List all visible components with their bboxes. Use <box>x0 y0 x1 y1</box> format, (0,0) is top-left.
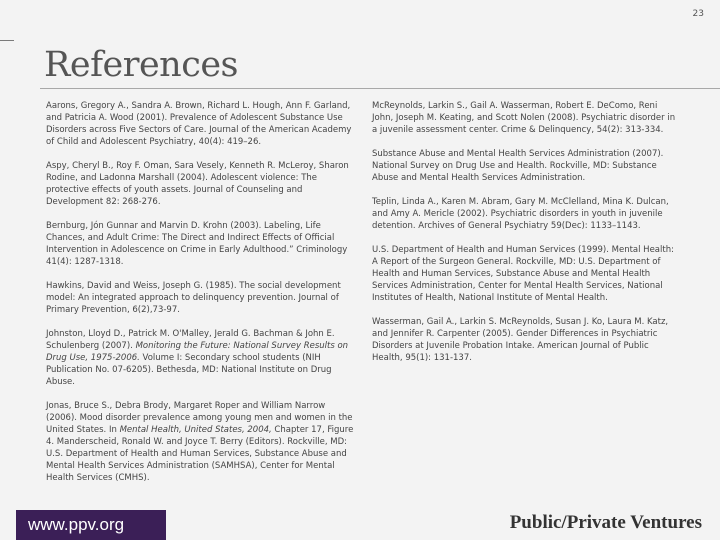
reference-entry: U.S. Department of Health and Human Services (1999). Mental Health: A Report of the Surgeon General. Rockville, MD: U.S. Department of Health and Human Services, Substance Abuse and Mental Health Services Administration, Center for Mental Health Services, National Institutes of Health, National Institute of Mental Health. <box>372 245 674 303</box>
references-left-column <box>46 100 354 496</box>
reference-text: Chapter 17, Figure 4. Manderscheid, Ronald W. and Joyce T. Berry (Editors). Rockville, MD: U.S. Department of Health and Human Services, Substance Abuse and Mental Health Services Administration (SAMHSA), Center for Mental Health Services (CMHS). <box>46 425 354 483</box>
reference-entry: Aspy, Cheryl B., Roy F. Oman, Sara Vesely, Kenneth R. McLeroy, Sharon Rodine, and Ladonna Marshall (2004). Adolescent violence: The protective effects of youth assets. Journal of Counseling and Development 82: 268-276. <box>46 161 349 207</box>
page-title: References <box>44 45 238 85</box>
reference-entry <box>46 400 354 484</box>
reference-entry: Hawkins, David and Weiss, Joseph G. (1985). The social development model: An integrated approach to delinquency prevention. Journal of Primary Prevention, 6(2),73-97. <box>46 281 341 315</box>
reference-entry: Teplin, Linda A., Karen M. Abram, Gary M. McClelland, Mina K. Dulcan, and Amy A. Mericle (2002). Psychiatric disorders in youth in juvenile detention. Archives of General Psychiatry 59(Dec): 1133–1143. <box>372 197 669 231</box>
reference-title-italic: Monitoring the Future: National Survey Results on Drug Use, 1975-2006. <box>46 341 349 363</box>
reference-text: Johnston, Lloyd D., Patrick M. O'Malley, Jerald G. Bachman & John E. Schulenberg (2007). <box>46 329 335 351</box>
brand-logo: Public/Private Ventures <box>509 512 702 533</box>
title-rule-short <box>0 40 14 41</box>
reference-title-italic: Mental Health, United States, 2004, <box>119 425 272 435</box>
reference-entry: McReynolds, Larkin S., Gail A. Wasserman, Robert E. DeComo, Reni John, Joseph M. Keating, and Scott Nolen (2008). Psychiatric disorder in a juvenile assessment center. Crime & Delinquency, 54(2): 313-334. <box>372 101 676 135</box>
page-number: 23 <box>692 9 704 19</box>
reference-text: Jonas, Bruce S., Debra Brody, Margaret Roper and William Narrow (2006). Mood disorder prevalence among young men and women in the United States. In <box>46 401 353 435</box>
reference-entry: Bernburg, Jón Gunnar and Marvin D. Krohn (2003). Labeling, Life Chances, and Adult Crime: The Direct and Indirect Effects of Official Intervention in Adolescence on Crime in Early Adulthood.” Criminology 41(4): 1287-1318. <box>46 221 348 267</box>
reference-entry <box>46 328 354 388</box>
reference-entry: Substance Abuse and Mental Health Services Administration (2007). National Survey on Drug Use and Health. Rockville, MD: Substance Abuse and Mental Health Services Administration. <box>372 149 664 183</box>
title-underline <box>40 88 720 89</box>
reference-text: Volume I: Secondary school students (NIH Publication No. 07-6205). Bethesda, MD: National Institute on Drug Abuse. <box>46 353 332 387</box>
reference-entry: Wasserman, Gail A., Larkin S. McReynolds, Susan J. Ko, Laura M. Katz, and Jennifer R. Carpenter (2005). Gender Differences in Psychiatric Disorders at Juvenile Probation Intake. American Journal of Public Health, 95(1): 131-137. <box>372 317 669 363</box>
footer <box>0 510 720 540</box>
reference-entry: Aarons, Gregory A., Sandra A. Brown, Richard L. Hough, Ann F. Garland, and Patricia A. Wood (2001). Prevalence of Adolescent Substance Use Disorders across Five Sectors of Care. Journal of the American Academy of Child and Adolescent Psychiatry, 40(4): 419–26. <box>46 101 352 147</box>
footer-url-link[interactable]: www.ppv.org <box>28 515 125 534</box>
references-right-column <box>372 100 676 376</box>
